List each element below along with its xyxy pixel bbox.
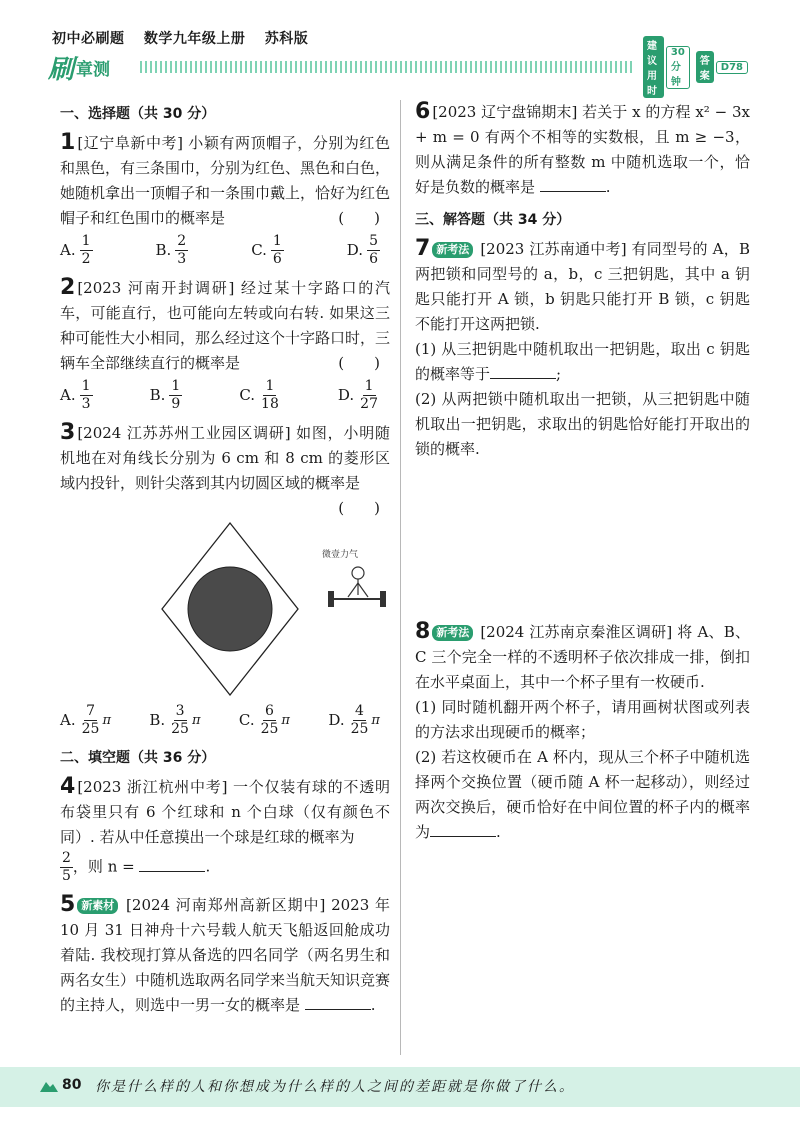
brand-bar: [48, 41, 748, 97]
option-c[interactable]: C. $\frac{6}{25}$ π: [238, 703, 290, 737]
question-3: [60, 421, 390, 738]
question-text: [辽宁阜新中考] 小颖有两顶帽子，分别为红色和黑色，有三条围巾，分别为红色、黑色和白色，她随机拿出一顶帽子和一条围巾戴上，恰好为红色帽子和红色围巾的概率是: [60, 134, 391, 227]
question-text: [2023 辽宁盘锦期末] 若关于 x 的方程 x² − 3x + m = 0 有两个不相等的实数根，且 m ≥ −3，则从满足条件的所有整数 m 中随机选取一个，恰好是负数的概率是: [415, 103, 750, 196]
option-d[interactable]: D. $\frac{5}{6}$: [346, 233, 378, 267]
time-info: [643, 41, 748, 97]
edition-name: 苏科版: [264, 31, 309, 47]
question-text: [2023 江苏南通中考] 有同型号的 A，B 两把锁和同型号的 a，b，c 三把钥匙，其中 a 钥匙只能打开 A 锁，b 钥匙只能打开 B 锁，c 钥匙不能打开这两把锁.: [415, 240, 750, 333]
left-column: [60, 100, 390, 1026]
question-2: [60, 276, 390, 413]
question-4: 4 [2023 浙江杭州中考] 一个仅装有球的不透明布袋里只有 6 个红球和 n 个白球（仅有颜色不同）. 若从中任意摸出一个球是红球的概率为 $\frac{2}{5}$ ，则 n = .: [60, 774, 390, 884]
rhombus-incircle-diagram: [60, 521, 390, 696]
answer-blank[interactable]: [540, 177, 606, 192]
sub-question-2: (2) 从两把锁中随机取出一把锁，从三把钥匙中随机取出一把钥匙，求取出的钥匙恰好能打开取出的锁的概率.: [415, 390, 750, 458]
question-text: [2024 河南郑州高新区期中] 2023 年 10 月 31 日神舟十六号载人航天飞船返回舱成功着陆. 我校现打算从备选的四名同学（两名男生和两名女生）中随机选取两名同学来当航天知识竞赛的主持人，则选中一男一女的概率是: [60, 896, 391, 1014]
options: [60, 233, 390, 268]
question-number: 6: [415, 99, 431, 124]
answer-blank[interactable]: [430, 822, 496, 837]
column-divider: [400, 100, 401, 1055]
question-number: 8: [415, 619, 431, 644]
options: [60, 703, 390, 738]
new-method-badge: 新考法: [432, 625, 473, 641]
question-number: 2: [60, 275, 76, 300]
question-number: 1: [60, 130, 76, 155]
option-a[interactable]: A. $\frac{7}{25}$ π: [60, 703, 111, 737]
option-d[interactable]: D. $\frac{4}{25}$ π: [328, 703, 380, 737]
new-material-badge: 新素材: [77, 898, 118, 914]
question-1: [60, 131, 390, 268]
option-c[interactable]: C. $\frac{1}{6}$: [251, 233, 282, 267]
question-text: [2024 江苏南京秦淮区调研] 将 A、B、C 三个完全一样的不透明杯子依次排成一排，倒扣在水平桌面上，其中一个杯子里有一枚硬币.: [415, 623, 750, 691]
question-number: 7: [415, 236, 431, 261]
answer-space[interactable]: [415, 462, 750, 612]
question-tail: ，则 n =: [72, 857, 135, 876]
question-text: [2024 江苏苏州工业园区调研] 如图，小明随机地在对角线长分别为 6 cm 和 8 cm 的菱形区域内投针，则针尖落到其内切圆区域的概率是: [60, 424, 390, 492]
option-c[interactable]: C. $\frac{1}{18}$: [239, 378, 279, 412]
question-text: [2023 浙江杭州中考] 一个仅装有球的不透明布袋里只有 6 个红球和 n 个白球（仅有颜色不同）. 若从中任意摸出一个球是红球的概率为: [60, 778, 390, 846]
cartoon-weightlifter: [328, 567, 386, 607]
section-answer-title: 三、解答题（共 34 分）: [415, 212, 571, 228]
time-value: 30 分钟: [666, 46, 690, 89]
option-b[interactable]: B. $\frac{2}{3}$: [155, 233, 187, 267]
time-label: 建议用时: [643, 36, 664, 98]
question-number: 5: [60, 892, 76, 917]
question-number: 4: [60, 774, 76, 799]
question-8: [415, 620, 750, 845]
answer-label: 答案: [696, 51, 714, 83]
sub-question-1: (1) 同时随机翻开两个杯子，请用画树状图或列表的方法求出现硬币的概率；: [415, 698, 750, 741]
brand-logo: [48, 52, 111, 85]
brand-logo-big: 刷: [48, 54, 75, 85]
answer-paren: ( ): [338, 499, 380, 517]
question-text: [2023 河南开封调研] 经过某十字路口的汽车，可能直行，也可能向左转或向右转. 如果这三种可能性大小相同，那么经过这个十字路口时，三辆车全部继续直行的概率是: [60, 279, 391, 372]
page-number: 80: [40, 1077, 81, 1093]
option-b[interactable]: B. $\frac{1}{9}$: [149, 378, 181, 412]
options: [60, 378, 390, 413]
question-5: 5 新素材 [2024 河南郑州高新区期中] 2023 年 10 月 31 日神舟十六号载人航天飞船返回舱成功着陆. 我校现打算从备选的四名同学（两名男生和两名女生）中随机选取两名同学来当航天知识竞赛的主持人，则选中一男一女的概率是 .: [60, 892, 391, 1014]
sub-question-2: (2) 若这枚硬币在 A 杯内，现从三个杯子中随机选择两个交换位置（硬币随 A 杯一起移动），则经过两次交换后，硬币恰好在中间位置的杯子内的概率为 .: [415, 748, 750, 841]
incircle-shape: [188, 567, 272, 651]
footer-bar: [0, 1067, 800, 1107]
mountain-icon: [40, 1078, 58, 1092]
subject-name: 数学九年级上册: [143, 31, 246, 47]
rhombus-figure: [60, 521, 390, 701]
answer-blank[interactable]: [139, 857, 205, 872]
option-d[interactable]: D. $\frac{1}{27}$: [337, 378, 378, 412]
section-choice-title: 一、选择题（共 30 分）: [60, 106, 216, 122]
probability-fraction: $\frac{2}{5}$: [62, 850, 71, 884]
footer-motto: 你是什么样的人和你想成为什么样的人之间的差距就是你做了什么。: [95, 1079, 575, 1095]
answer-blank[interactable]: [490, 364, 556, 379]
right-column: [415, 100, 750, 853]
question-6: 6 [2023 辽宁盘锦期末] 若关于 x 的方程 x² − 3x + m = 0 有两个不相等的实数根，且 m ≥ −3，则从满足条件的所有整数 m 中随机选取一个，恰好是负数的概率是 .: [415, 99, 750, 196]
new-method-badge: 新考法: [432, 242, 473, 258]
answer-paren: ( ): [338, 209, 380, 227]
cartoon-caption: 微壹力气: [322, 550, 359, 560]
option-a[interactable]: A. $\frac{1}{2}$: [60, 233, 91, 267]
option-a[interactable]: A. $\frac{1}{3}$: [60, 378, 91, 412]
book-name: 初中必刷题: [52, 31, 125, 47]
section-fill-title: 二、填空题（共 36 分）: [60, 750, 216, 766]
sub-question-1: (1) 从三把钥匙中随机取出一把钥匙，取出 c 钥匙的概率等于 ;: [415, 340, 750, 383]
header-title: [52, 28, 322, 48]
question-number: 3: [60, 420, 76, 445]
brand-stripe: [140, 61, 635, 73]
answer-page: D78: [716, 61, 748, 74]
option-b[interactable]: B. $\frac{3}{25}$ π: [149, 703, 201, 737]
question-7: [415, 237, 750, 612]
answer-blank[interactable]: [305, 995, 371, 1010]
brand-logo-small: 章测: [76, 59, 111, 80]
answer-paren: ( ): [338, 354, 380, 372]
